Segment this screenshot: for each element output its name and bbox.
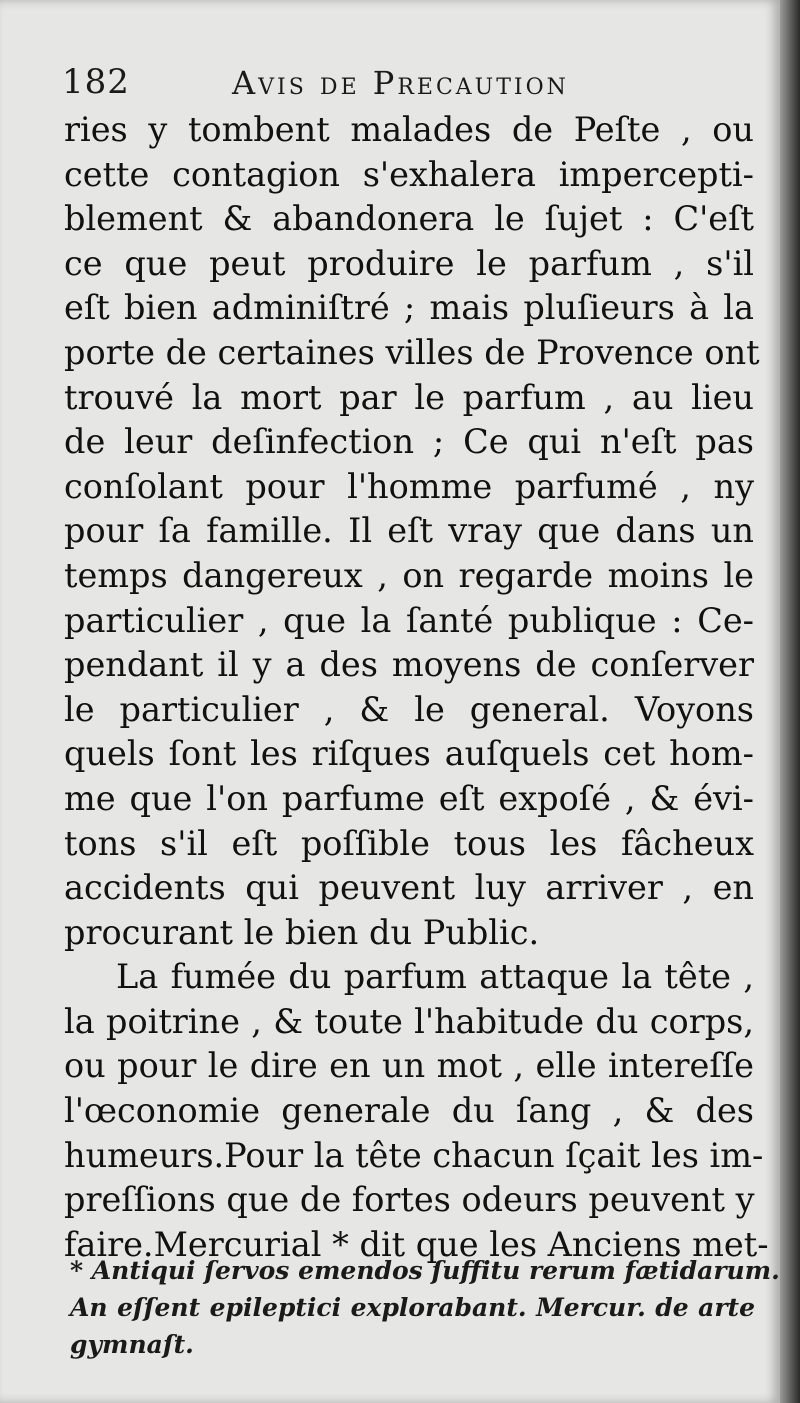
footnote-line: gymnaſt. — [70, 1330, 194, 1359]
text-line: ce que peut produire le parfum , s'il — [64, 243, 754, 283]
text-line: ries y tombent malades de Peſte , ou — [64, 110, 754, 149]
text-line: quels ſont les riſques auſquels cet hom- — [64, 734, 754, 774]
text-line: preſſions que de fortes odeurs peuvent y — [64, 1180, 755, 1220]
text-line: tons s'il eſt poſſible tous les fâcheux — [64, 823, 754, 863]
text-line: procurant le bien du Public. — [64, 912, 540, 952]
page-edge-shadow — [780, 0, 800, 1403]
text-line: temps dangereux , on regarde moins le — [64, 555, 754, 595]
text-line: la poitrine , & toute l'habitude du corps, — [64, 1001, 754, 1041]
text-line: ou pour le dire en un mot , elle intereſſe — [64, 1046, 754, 1086]
text-line: pendant il y a des moyens de conſerver — [64, 645, 754, 685]
page-number: 182 — [62, 62, 130, 102]
running-title: Avis de Precaution — [232, 64, 569, 102]
text-line: pour ſa famille. Il eſt vray que dans un — [64, 511, 754, 551]
text-line: trouvé la mort par le parfum , au lieu — [64, 377, 754, 417]
text-line: blement & abandonera le ſujet : C'eſt — [64, 199, 754, 239]
text-line: conſolant pour l'homme parfumé , ny — [64, 466, 754, 506]
text-line: le particulier , & le general. Voyons — [64, 689, 754, 729]
text-line: eſt bien adminiſtré ; mais pluſieurs à la — [64, 288, 754, 328]
text-line: l'œconomie generale du ſang , & des — [64, 1091, 754, 1131]
footnote — [70, 1252, 780, 1363]
body-text — [64, 108, 769, 1267]
text-line: La fumée du parfum attaque la tête , — [116, 957, 754, 997]
text-line: porte de certaines villes de Provence ont — [64, 332, 760, 372]
text-line: faire.Mercurial * dit que les Anciens met- — [64, 1224, 769, 1264]
text-line: cette contagion s'exhalera impercepti- — [64, 154, 754, 194]
footnote-line: An eſſent epileptici explorabant. Mercur. de arte — [70, 1293, 755, 1322]
text-line: me que l'on parfume eſt expoſé , & évi- — [64, 778, 754, 818]
text-line: particulier , que la ſanté publique : Ce- — [64, 600, 754, 640]
text-line: de leur deſinfection ; Ce qui n'eſt pas — [64, 422, 754, 462]
page-header — [62, 62, 752, 106]
text-line: accidents qui peuvent luy arriver , en — [64, 868, 754, 908]
footnote-line: * Antiqui ſervos emendos ſuffitu rerum fætidarum. — [70, 1256, 780, 1285]
text-line: humeurs.Pour la tête chacun ſçait les im- — [64, 1135, 764, 1175]
